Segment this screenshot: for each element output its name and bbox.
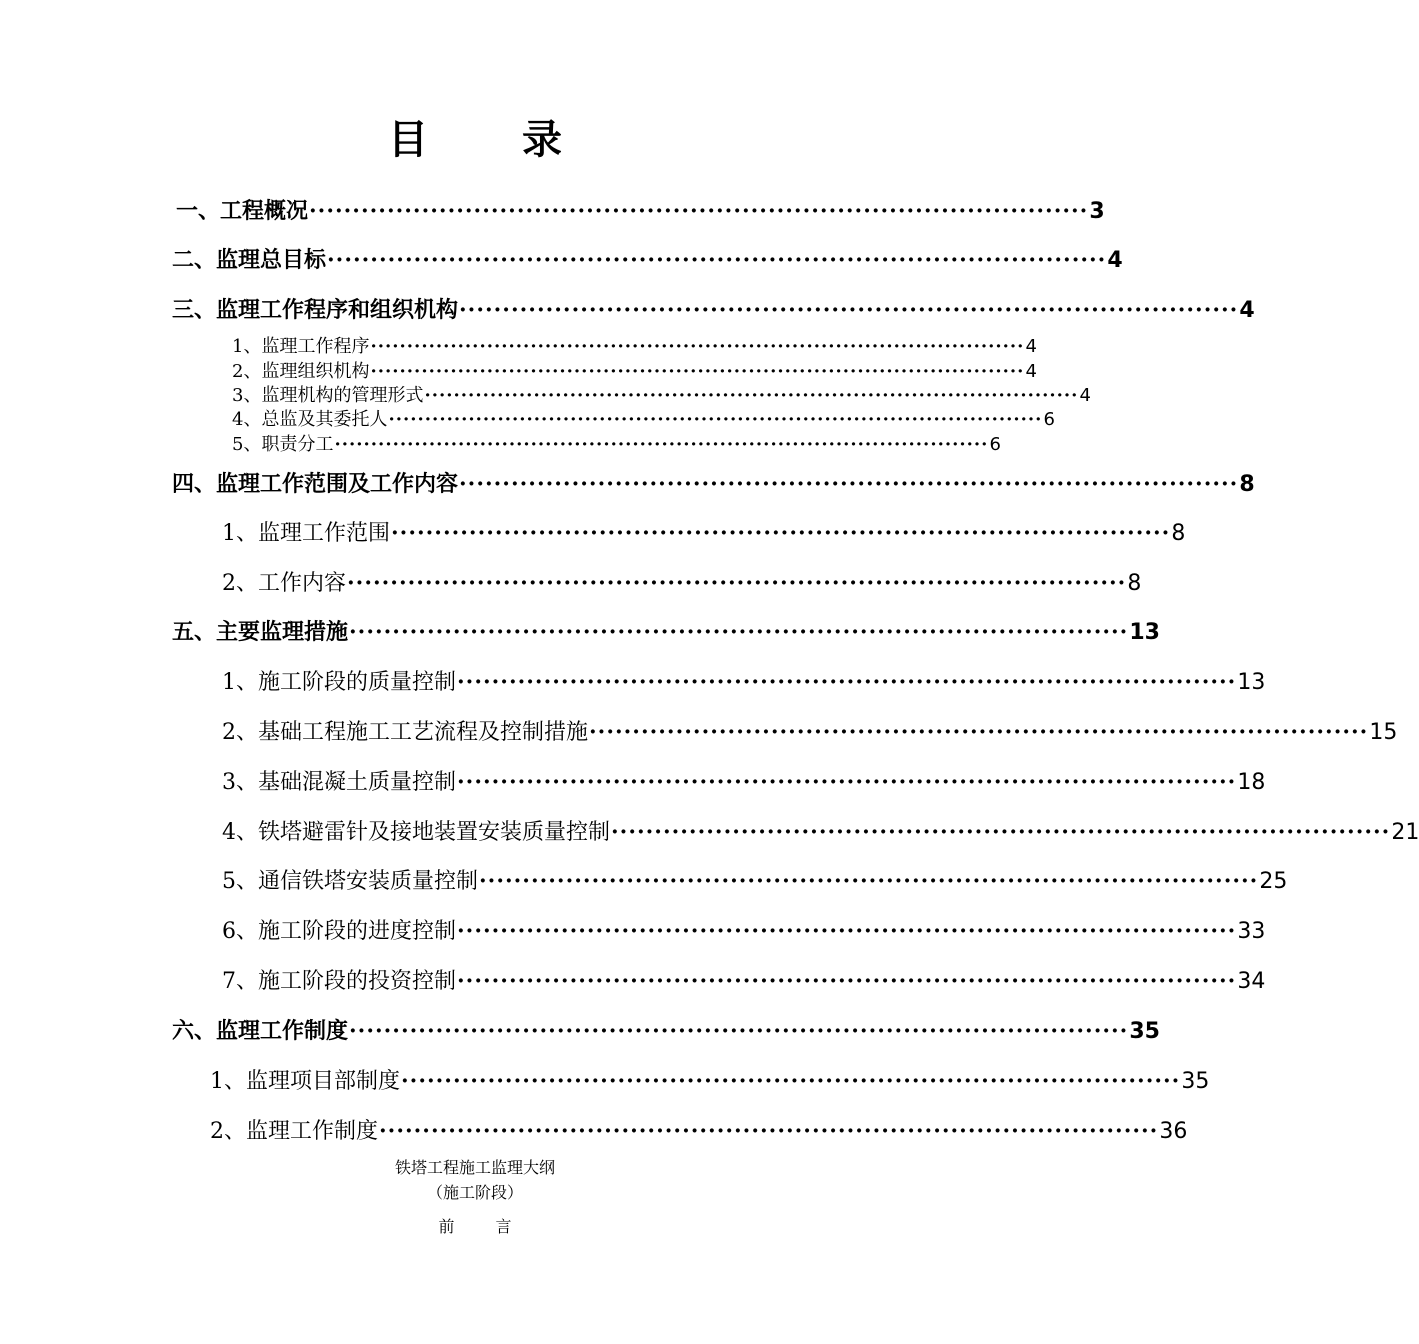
toc-entry-label: 7、施工阶段的投资控制: [222, 969, 456, 994]
toc-entry-page: 35: [1181, 1069, 1210, 1094]
toc-entry[interactable]: [172, 245, 1123, 275]
toc-subentry[interactable]: [210, 1116, 1188, 1146]
toc-leader-dots: ··························································································: [327, 247, 1107, 273]
toc-leader-dots: ··························································································: [459, 471, 1239, 497]
toc-entry-label: 5、通信铁塔安装质量控制: [222, 869, 478, 894]
toc-entry-label: 1、监理项目部制度: [210, 1069, 400, 1094]
toc-entry-label: 3、监理机构的管理形式: [232, 385, 424, 406]
toc-subentry[interactable]: [222, 817, 1419, 847]
toc-entry-label: 5、职责分工: [232, 434, 334, 455]
toc-leader-dots: ··························································································: [388, 409, 1043, 430]
toc-entry-label: 1、监理工作程序: [232, 336, 370, 357]
toc-subentry[interactable]: [232, 335, 1037, 359]
toc-entry-page: 3: [1089, 199, 1105, 224]
document-stage: （施工阶段）: [426, 1183, 523, 1202]
toc-entry[interactable]: [172, 1016, 1160, 1046]
toc-entry-label: 2、基础工程施工工艺流程及控制措施: [222, 720, 588, 745]
toc-leader-dots: ··························································································: [457, 918, 1237, 944]
toc-entry-label: 4、铁塔避雷针及接地装置安装质量控制: [222, 820, 610, 845]
toc-entry-page: 6: [989, 434, 1001, 455]
toc-leader-dots: ··························································································: [347, 570, 1127, 596]
toc-leader-dots: ··························································································: [370, 336, 1025, 357]
toc-leader-dots: ··························································································: [349, 1018, 1129, 1044]
toc-entry-label: 2、监理工作制度: [210, 1119, 378, 1144]
toc-leader-dots: ··························································································: [457, 769, 1237, 795]
toc-leader-dots: ··························································································: [401, 1068, 1181, 1094]
toc-entry[interactable]: [172, 617, 1160, 647]
toc-leader-dots: ··························································································: [457, 968, 1237, 994]
toc-entry[interactable]: [172, 469, 1255, 499]
toc-leader-dots: ··························································································: [370, 361, 1025, 382]
toc-entry-label: 2、监理组织机构: [232, 361, 370, 382]
toc-subentry[interactable]: [222, 767, 1266, 797]
toc-subentry[interactable]: [232, 408, 1055, 432]
toc-leader-dots: ··························································································: [479, 868, 1259, 894]
toc-subentry[interactable]: [222, 866, 1288, 896]
toc-entry-page: 6: [1043, 409, 1055, 430]
toc-subentry[interactable]: [232, 384, 1091, 408]
toc-entry-page: 34: [1237, 969, 1266, 994]
toc-entry[interactable]: [176, 196, 1105, 226]
toc-entry-label: 一、工程概况: [176, 198, 309, 224]
toc-subentry[interactable]: [222, 717, 1398, 747]
toc-entry-page: 18: [1237, 770, 1266, 795]
toc-entry-page: 4: [1107, 248, 1123, 273]
toc-leader-dots: ··························································································: [611, 819, 1391, 845]
toc-subentry[interactable]: [222, 518, 1186, 548]
toc-entry-page: 15: [1369, 720, 1398, 745]
preface-heading: 前 言: [438, 1217, 530, 1236]
toc-leader-dots: ··························································································: [391, 520, 1171, 546]
toc-entry-label: 1、监理工作范围: [222, 521, 390, 546]
toc-entry-page: 21: [1391, 820, 1419, 845]
toc-leader-dots: ··························································································: [589, 719, 1369, 745]
toc-subentry[interactable]: [232, 433, 1001, 457]
toc-entry-label: 六、监理工作制度: [172, 1018, 349, 1044]
toc-entry-page: 4: [1079, 385, 1091, 406]
toc-leader-dots: ··························································································: [349, 619, 1129, 645]
toc-entry-label: 6、施工阶段的进度控制: [222, 919, 456, 944]
toc-leader-dots: ··························································································: [334, 434, 989, 455]
toc-subentry[interactable]: [222, 667, 1266, 697]
toc-entry-page: 4: [1025, 361, 1037, 382]
toc-leader-dots: ··························································································: [379, 1118, 1159, 1144]
toc-entry-label: 2、工作内容: [222, 571, 346, 596]
toc-entry-page: 35: [1129, 1019, 1160, 1044]
toc-leader-dots: ··························································································: [457, 669, 1237, 695]
toc-entry-label: 二、监理总目标: [172, 247, 327, 273]
toc-leader-dots: ··························································································: [309, 198, 1089, 224]
toc-subentry[interactable]: [232, 360, 1037, 384]
toc-entry-page: 25: [1259, 869, 1288, 894]
toc-entry-page: 13: [1129, 620, 1160, 645]
toc-entry-label: 三、监理工作程序和组织机构: [172, 297, 459, 323]
toc-entry-page: 13: [1237, 670, 1266, 695]
toc-entry-page: 4: [1025, 336, 1037, 357]
toc-entry-page: 8: [1239, 472, 1255, 497]
toc-entry-page: 36: [1159, 1119, 1188, 1144]
toc-subentry[interactable]: [222, 568, 1142, 598]
toc-entry-page: 33: [1237, 919, 1266, 944]
toc-entry-page: 4: [1239, 298, 1255, 323]
toc-entry-label: 4、总监及其委托人: [232, 409, 388, 430]
toc-title: 目 录: [388, 116, 602, 163]
document-title: 铁塔工程施工监理大纲: [394, 1158, 555, 1177]
toc-leader-dots: ··························································································: [424, 385, 1079, 406]
toc-entry-label: 1、施工阶段的质量控制: [222, 670, 456, 695]
toc-entry-label: 3、基础混凝土质量控制: [222, 770, 456, 795]
toc-leader-dots: ··························································································: [459, 297, 1239, 323]
toc-subentry[interactable]: [222, 966, 1266, 996]
toc-entry[interactable]: [172, 295, 1255, 325]
toc-subentry[interactable]: [222, 916, 1266, 946]
toc-entry-label: 四、监理工作范围及工作内容: [172, 471, 459, 497]
toc-entry-page: 8: [1127, 571, 1142, 596]
toc-entry-label: 五、主要监理措施: [172, 619, 349, 645]
toc-entry-page: 8: [1171, 521, 1186, 546]
toc-subentry[interactable]: [210, 1066, 1210, 1096]
